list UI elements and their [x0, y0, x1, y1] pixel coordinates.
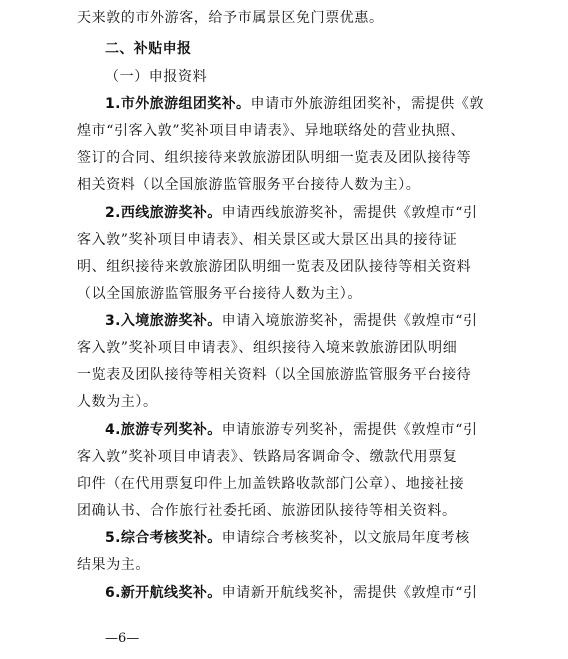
text-line: 明、组织接待来敦旅游团队明细一览表及团队接待等相关资料	[77, 259, 472, 275]
text-line: 煌市“引客入敦”奖补项目申请表》、异地联络处的营业执照、	[77, 123, 466, 139]
item-title: 1.市外旅游组团奖补。	[105, 96, 251, 112]
text-line: 相关资料（以全国旅游监管服务平台接待人数为主）。	[77, 177, 421, 193]
text-line: （以全国旅游监管服务平台接待人数为主）。	[77, 286, 362, 302]
page-number: —6—	[105, 631, 140, 646]
item-heading-line: 2.西线旅游奖补。申请西线旅游奖补，需提供《敦煌市“引	[105, 205, 478, 221]
text-line: 团确认书、合作旅行社委托函、旅游团队接待等相关资料。	[77, 503, 457, 519]
item-title: 5.综合考核奖补。	[105, 530, 222, 546]
text-line: 结果为主。	[77, 557, 150, 573]
item-title: 2.西线旅游奖补。	[105, 205, 222, 221]
item-title: 4.旅游专列奖补。	[105, 422, 222, 438]
text-line: 一览表及团队接待等相关资料（以全国旅游监管服务平台接待	[77, 367, 472, 383]
item-title: 3.入境旅游奖补。	[105, 313, 222, 329]
subsection-heading: （一）申报资料	[105, 69, 208, 85]
text-line: 客入敦”奖补项目申请表》、组织接待入境来敦旅游团队明细	[77, 340, 458, 356]
item-heading-line: 1.市外旅游组团奖补。申请市外旅游组团奖补，需提供《敦	[105, 96, 485, 112]
text-line: 签订的合同、组织接待来敦旅游团队明细一览表及团队接待等	[77, 150, 472, 166]
item-heading-line: 4.旅游专列奖补。申请旅游专列奖补，需提供《敦煌市“引	[105, 422, 478, 438]
section-heading: 二、补贴申报	[105, 41, 192, 57]
item-heading-line: 6.新开航线奖补。申请新开航线奖补，需提供《敦煌市“引	[105, 585, 478, 601]
text-line: 印件（在代用票复印件上加盖铁路收款部门公章）、地接社接	[77, 476, 465, 492]
text-line: 客入敦”奖补项目申请表》、铁路局客调命令、缴款代用票复	[77, 449, 458, 465]
text-line: 客入敦”奖补项目申请表》、相关景区或大景区出具的接待证	[77, 232, 458, 248]
text-line: 天来敦的市外游客，给予市属景区免门票优惠。	[77, 10, 384, 26]
text-line: 人数为主）。	[77, 394, 158, 410]
item-heading-line: 5.综合考核奖补。申请综合考核奖补，以文旅局年度考核	[105, 530, 470, 546]
item-heading-line: 3.入境旅游奖补。申请入境旅游奖补，需提供《敦煌市“引	[105, 313, 478, 329]
item-title: 6.新开航线奖补。	[105, 585, 222, 601]
